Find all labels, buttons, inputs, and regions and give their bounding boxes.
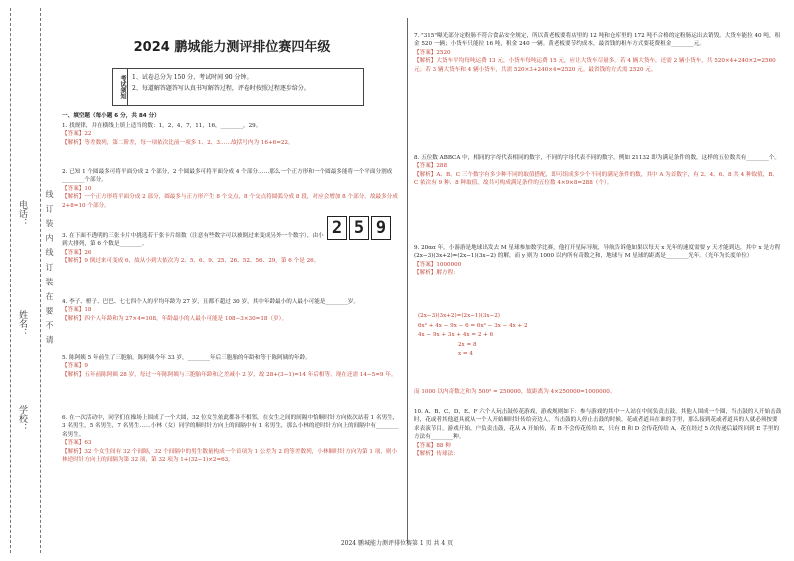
answer: 【答案】88 种: [414, 442, 451, 449]
page-title: 2024 鹏城能力测评排位赛四年级: [133, 40, 331, 55]
work-line: (2x−3)(3x+2)=(2x−1)(3x−2): [418, 313, 500, 319]
question-text: 5. 陈阿姨 5 年前生了三胞胎，陈阿姨今年 33 岁，________年后三胞胎的年龄和等于陈阿姨的年龄。: [62, 355, 311, 361]
notice-item: 1、试卷总分为 150 分，考试时间 90 分钟。: [132, 74, 253, 81]
digit-card: 2: [327, 216, 347, 240]
analysis: 【解析】等差数列，第二阶差，每一项依次比前一项多 1、2、3……故括号内为 16+6=22。: [62, 139, 294, 146]
question-text: 8. 五位数 ABBCA 中，相同的字母代表相同的数字，不同的字母代表不同的数字，例如 21132 即为满足条件的数，这样的五位数共有________个。: [414, 155, 780, 161]
work-line: 6x² + 4x − 9x − 6 = 6x² − 3x − 4x + 2: [418, 322, 528, 329]
cut-line-outer: [10, 8, 11, 553]
work-line: 4x − 9x + 3x + 4x = 2 + 6: [418, 332, 494, 338]
analysis: 【解析】一个正方形将平面分成 2 部分，圆最多与正方形产生 8 个交点，8 个交点将圆弧分成 8 段，对应会增加 8 个部分，故最多分成 2+8=10 个部分。: [62, 194, 398, 209]
work-line: x = 4: [458, 351, 473, 357]
notice-label: 考试须知: [113, 69, 128, 105]
school-field[interactable]: 学校：: [17, 405, 27, 432]
analysis: 【解析】四个人年龄和为 27×4=108，年龄最小的人最小可能是 108−3×30=18（岁）。: [62, 315, 288, 322]
cut-line-text: 线 订 装 内 线 订 装 在 要 不 请: [45, 190, 54, 346]
question-text: 7. "315"曝光部分定粉肠不符合食品安全规定，所以黄老板要将店里的 12 吨和仓库里的 172 吨不合格的定粉肠运出去销毁。大货车能拉 40 吨，租金 520 一辆；小货车只能拉 16 吨，租金 240 一辆。黄老板要节约成本，最省钱的租车方式要花费租金________元。: [414, 33, 781, 48]
question-6: [62, 414, 400, 464]
answer: 【答案】288: [414, 163, 448, 170]
answer: 【答案】18: [62, 307, 92, 314]
analysis: 【解析】9 倒过来可变成 6，故从小到大依次为 2、5、6、9、25、26、52、56、29，第 6 个是 26。: [62, 258, 320, 265]
answer: 【答案】26: [62, 249, 92, 256]
answer: 【答案】10: [62, 185, 92, 192]
answer: 【答案】1000000: [414, 261, 462, 268]
work-line: 2x = 8: [458, 341, 477, 348]
digit-card: 5: [349, 216, 369, 240]
analysis: 【解析】传球法：: [414, 450, 459, 457]
question-text: 3. 在下面不透明的三张卡片中挑选若干张卡片组数（注意有些数字可以被倒过来变成另外一个数字），由小到大排列，第 6 个数是________。: [62, 233, 324, 248]
page-footer: 2024 鹏城能力测评排位赛第 1 页 共 4 页: [340, 540, 454, 547]
question-text: 10. A、B、C、D、E、F 六个人玩击鼓传花游戏，游戏规则如下：参与游戏的其中一人站在中间负责击鼓，其他人围成一个圈，当击鼓的人开始击鼓时，花或者其他道具就从一个人开始顺时针传给旁边人，当击鼓的人停止击鼓的时候，花或者道具在谁的手里，那么接到花或者道具的人就必须按要求表演节目。游戏开始，户负责击鼓，花从 A 开始传，若 B 不会传花传给 E，只有 B 和 D 会传花传给 A，花在经过 5 次传递后最终回到 E 手里的方法有________种。: [414, 409, 782, 441]
question-1: [62, 122, 400, 147]
answer: 【答案】9: [62, 363, 88, 370]
analysis: 【解析】五年前陈阿姨 28 岁，每过一年陈阿姨与三胞胎年龄和之差减小 2 岁，故 28+(3−1)=14 年后相等，现在还需 14−5=9 年。: [62, 371, 397, 378]
name-field[interactable]: 姓名：: [17, 310, 27, 337]
question-2: [62, 168, 400, 210]
equation-work: [418, 312, 528, 360]
cut-line-inner: [40, 8, 41, 553]
section-title: 一、填空题（每小题 6 分，共 84 分）: [62, 113, 160, 119]
answer: 【答案】63: [62, 440, 92, 447]
analysis: 【解析】解方程：: [414, 270, 459, 277]
question-text: 6. 在一次活动中，同学们在操场上围成了一个大圆，32 位女生依此都各不相邻，在女生之间的间隔中恰顺时针方向依次站着 1 名男生，3 名男生，5 名男生，7 名男生……小林（女）同学的顺时针方向上的间隔中有 1 名男生，那么小林的逆时针方向上的间隔中有________名男生。: [62, 415, 399, 438]
notice-item: 2、每道解答题答写认真书写解答过程，评卷时按照过程逐步给分。: [132, 85, 310, 93]
question-text: 1. 找规律，并在横线上填上适当的数：1，2，4，7，11，16，________，29。: [62, 123, 262, 129]
digit-cards: [327, 216, 391, 240]
q9-conclusion: 而 1000 以内奇数之和为 500² = 250000，故距离为 4×250000=1000000。: [414, 389, 616, 395]
digit-card: 9: [371, 216, 391, 240]
answer: 【答案】2520: [414, 49, 451, 56]
column-divider: [407, 18, 408, 543]
question-5: [62, 354, 400, 379]
question-text: 2. 已知 1 个圆最多可将平面分成 2 个部分，2 个圆最多可将平面分成 4 个部分……那么一个正方形和一个圆最多能将一个平面分割成________个部分。: [62, 169, 393, 184]
exam-notice: [112, 68, 364, 106]
binding-strip: [0, 0, 58, 561]
question-text: 9. 20αα 年，小游游是地球出发去 M 星球参加数学比赛，他打开星际导航，导航告诉他如果以每天 x 光年的速度需要 y 天才能到达，其中 x 是方程 (2x−3)(3x+2)=(2x−1)(3x−2) 的解，而 y 则为 1000 以内所有奇数之和，地球与 M 星球的距离是________光年。（光年为长度单位）: [414, 245, 781, 260]
answer: 【答案】22: [62, 131, 92, 138]
notice-body: [128, 69, 314, 105]
analysis: 【解析】大货车平均每吨运费 13 元，小货车每吨运费 15 元，应让大货车尽量多。若 4 辆大货车，还需 2 辆小货车，共 520×4+240×2=2560 元；若 3 辆大货车和 4 辆小货车，共需 520×3+240×4=2520 元。最省钱的方式需 2520 元。: [414, 58, 776, 73]
question-9: [414, 244, 782, 278]
question-7: [414, 32, 782, 74]
analysis: 【解析】A、B、C 三个数字有多少种不同的取值搭配，即可组成多少个不同的满足条件的数，其中 A 为首数字，有 2、4、6、8 共 4 种取值，B、C 依次有 9 种、8 种取值，故共可构成满足条件的五位数 4×9×8=288（个）。: [414, 171, 779, 187]
question-text: 4. 李子、橙子、巴巴、七七四个人的平均年龄为 27 岁，且都不超过 30 岁，其中年龄最小的人最小可能是________岁。: [62, 299, 359, 305]
analysis: 【解析】32 个女生间有 32 个间隔，32 个间隔中的男生数量构成一个首项为 1 公差为 2 的等差数列，小林顺时针方向为第 1 项，则小林逆时针方向上的间隔为第 32 项，第 32 项为 1+(32−1)×2=63。: [62, 448, 398, 463]
phone-field[interactable]: 电话：: [17, 200, 27, 227]
question-10: [414, 408, 782, 458]
question-8: [414, 154, 782, 188]
question-4: [62, 298, 400, 323]
question-3: [62, 232, 324, 266]
